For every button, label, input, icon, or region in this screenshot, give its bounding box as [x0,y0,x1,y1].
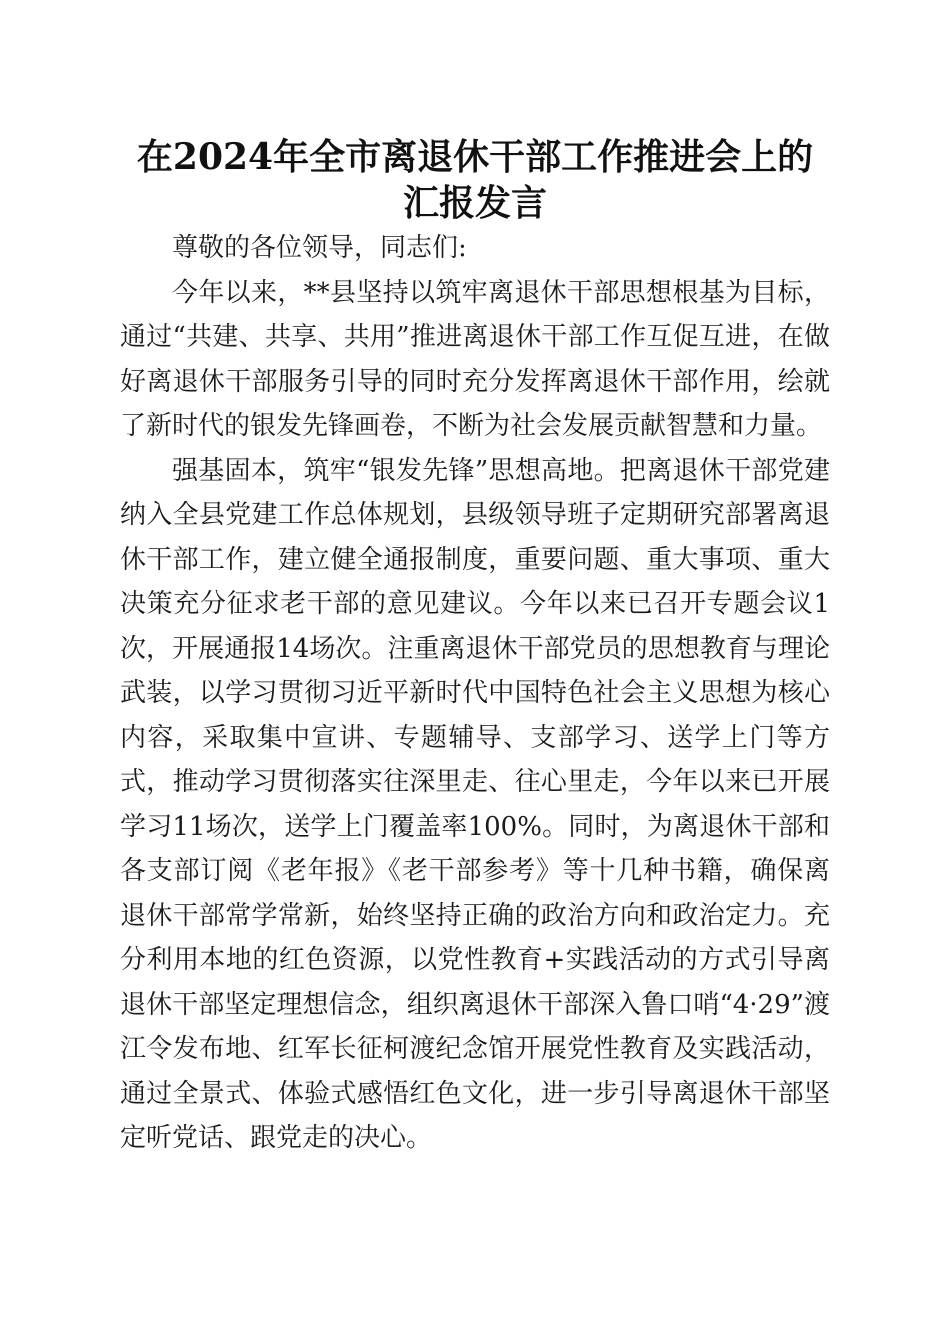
document-title: 在2024年全市离退休干部工作推进会上的汇报发言 [136,136,814,224]
salutation: 尊敬的各位领导，同志们: [172,233,467,263]
paragraph-strengthen-foundation: 强基固本，筑牢“银发先锋”思想高地。把离退休干部党建纳入全县党建工作总体规划，县级领导班子定期研究部署离退休干部工作，建立健全通报制度，重要问题、重大事项、重大决策充分征求老干部的意见建议。今年以来已召开专题会议1次，开展通报14场次。注重离退休干部党员的思想教育与理论武装，以学习贯彻习近平新时代中国特色社会主义思想为核心内容，采取集中宣讲、专题辅导、支部学习、送学上门等方式，推动学习贯彻落实往深里走、往心里走，今年以来已开展学习11场次，送学上门覆盖率100%。同时，为离退休干部和各支部订阅《老年报》《老干部参考》等十几种书籍，确保离退休干部常学常新，始终坚持正确的政治方向和政治定力。充分利用本地的红色资源，以党性教育+实践活动的方式引导离退休干部坚定理想信念，组织离退休干部深入鲁口哨“4·29”渡江令发布地、红军长征柯渡纪念馆开展党性教育及实践活动，通过全景式、体验式感悟红色文化，进一步引导离退休干部坚定听党话、跟党走的决心。 [120,455,830,1153]
paragraph-intro: 今年以来，**县坚持以筑牢离退休干部思想根基为目标，通过“共建、共享、共用”推进离退休干部工作互促互进，在做好离退休干部服务引导的同时充分发挥离退休干部作用，绘就了新时代的银发先锋画卷，不断为社会发展贡献智慧和力量。 [120,277,830,441]
document-body [120,226,830,1161]
